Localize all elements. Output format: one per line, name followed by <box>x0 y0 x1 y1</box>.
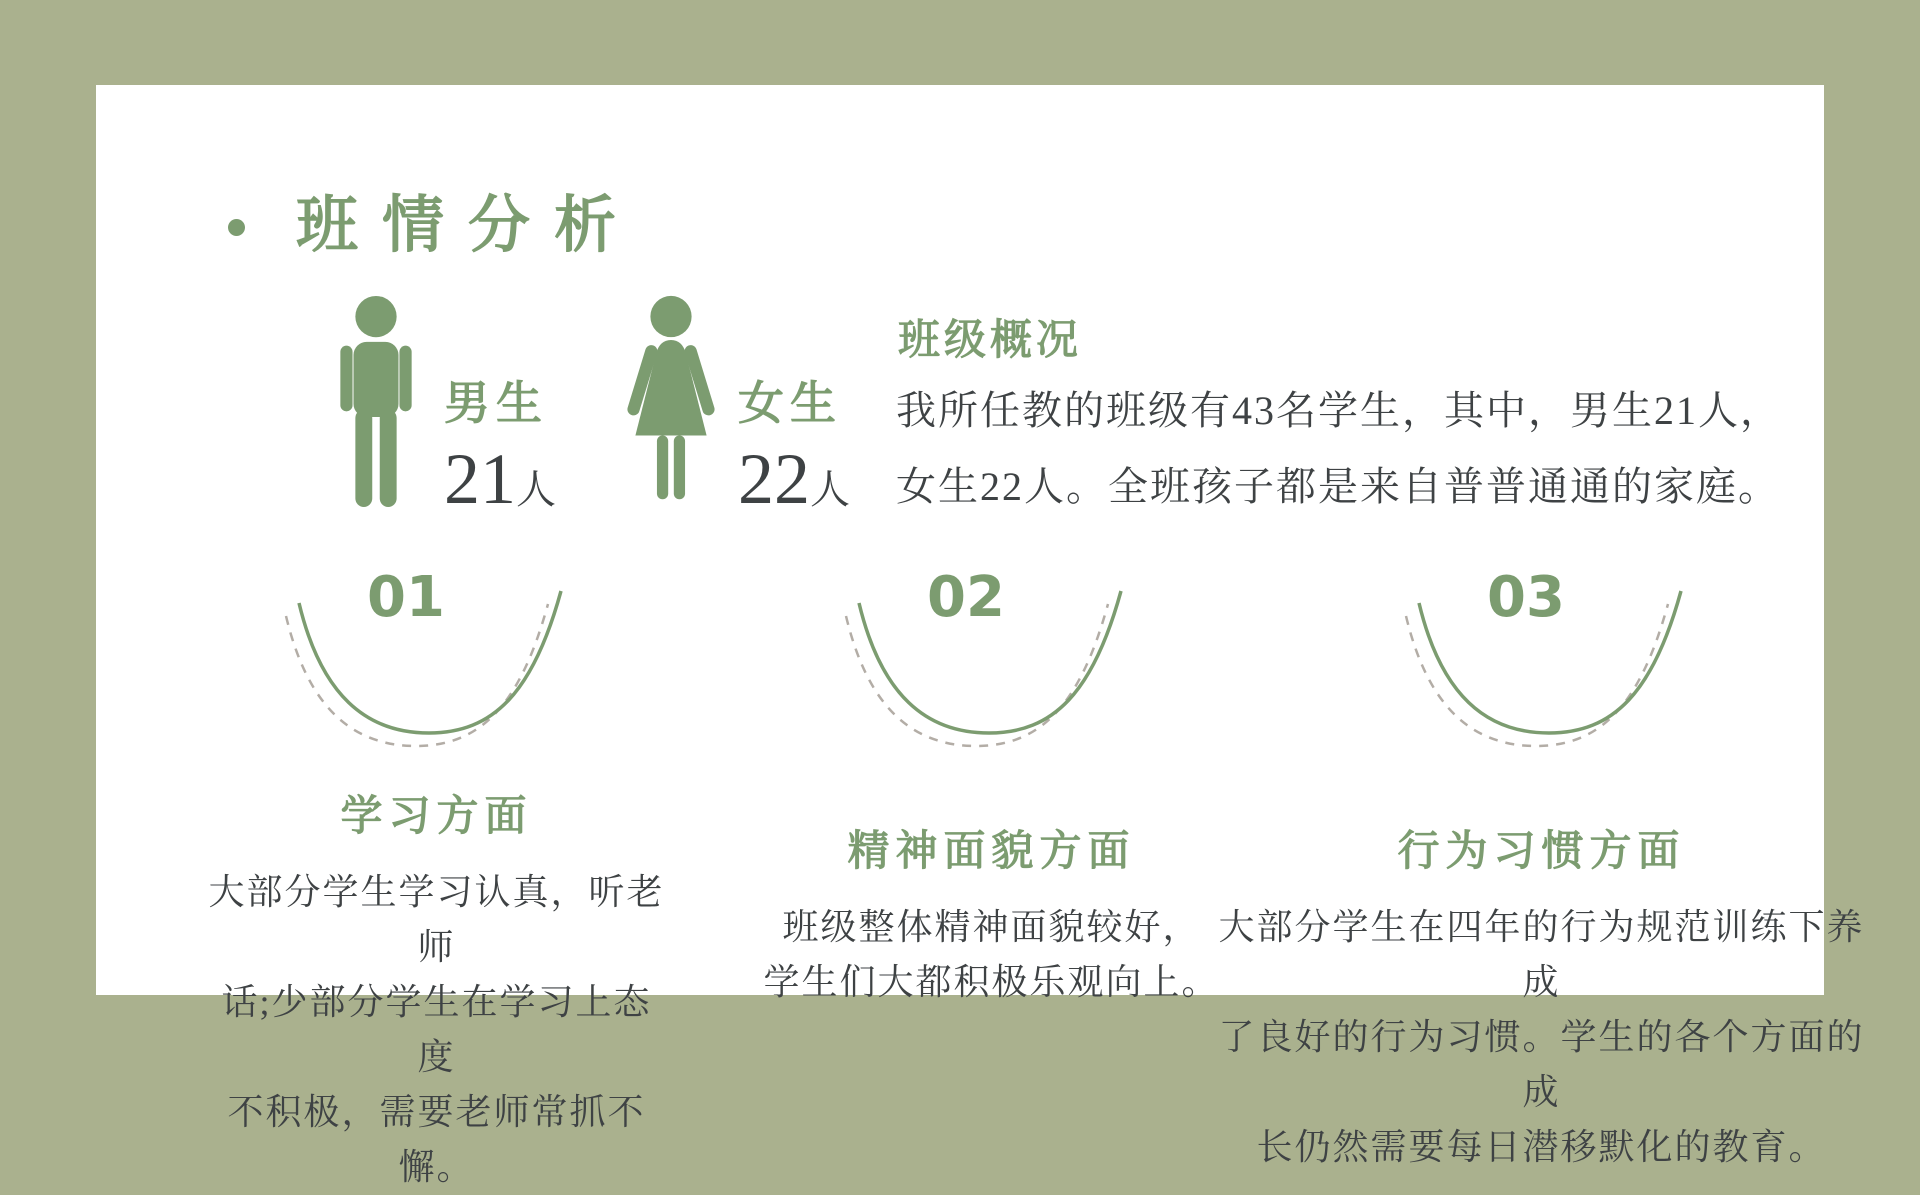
section-number: 02 <box>927 565 1005 630</box>
male-count-number: 21 <box>444 439 516 519</box>
step-marker-3 <box>1381 565 1721 755</box>
section-spirit <box>729 818 1254 1010</box>
section-number: 01 <box>367 565 445 630</box>
male-label: 男生 <box>444 378 548 429</box>
section-study <box>204 783 669 1195</box>
section-line: 话;少部分学生在学习上态度 <box>221 982 652 1077</box>
step-marker-2 <box>821 565 1161 755</box>
female-person-icon <box>618 295 724 503</box>
male-count <box>444 439 556 519</box>
section-line: 班级整体精神面貌较好， <box>782 907 1201 947</box>
section-heading: 精神面貌方面 <box>847 829 1136 875</box>
section-heading: 学习方面 <box>340 794 533 840</box>
section-behavior <box>1209 818 1874 1175</box>
overview-line: 女生22人。全班孩子都是来自普普通通的家庭。 <box>896 464 1780 509</box>
female-count-number: 22 <box>738 439 810 519</box>
section-line: 长仍然需要每日潜移默化的教育。 <box>1256 1127 1827 1167</box>
section-line: 学生们大都积极乐观向上。 <box>763 962 1220 1002</box>
section-line: 不积极，需要老师常抓不懈。 <box>227 1092 646 1187</box>
male-person-icon <box>329 295 423 507</box>
page-title: 班情分析 <box>296 192 641 260</box>
overview-paragraph <box>896 373 1796 525</box>
slide-card <box>96 85 1865 1187</box>
female-count <box>738 439 850 519</box>
section-line: 大部分学生在四年的行为规范训练下养成 <box>1218 907 1865 1002</box>
title-bullet-icon <box>228 219 245 236</box>
female-count-unit: 人 <box>810 467 850 512</box>
overview-heading: 班级概况 <box>898 318 1083 364</box>
section-number: 03 <box>1487 565 1565 630</box>
overview-line: 我所任教的班级有43名学生，其中，男生21人， <box>896 388 1782 433</box>
section-line: 大部分学生学习认真，听老师 <box>208 872 665 967</box>
section-heading: 行为习惯方面 <box>1397 829 1686 875</box>
female-label: 女生 <box>738 378 842 429</box>
step-marker-1 <box>261 565 601 755</box>
section-line: 了良好的行为习惯。学生的各个方面的成 <box>1218 1017 1865 1112</box>
male-count-unit: 人 <box>516 467 556 512</box>
